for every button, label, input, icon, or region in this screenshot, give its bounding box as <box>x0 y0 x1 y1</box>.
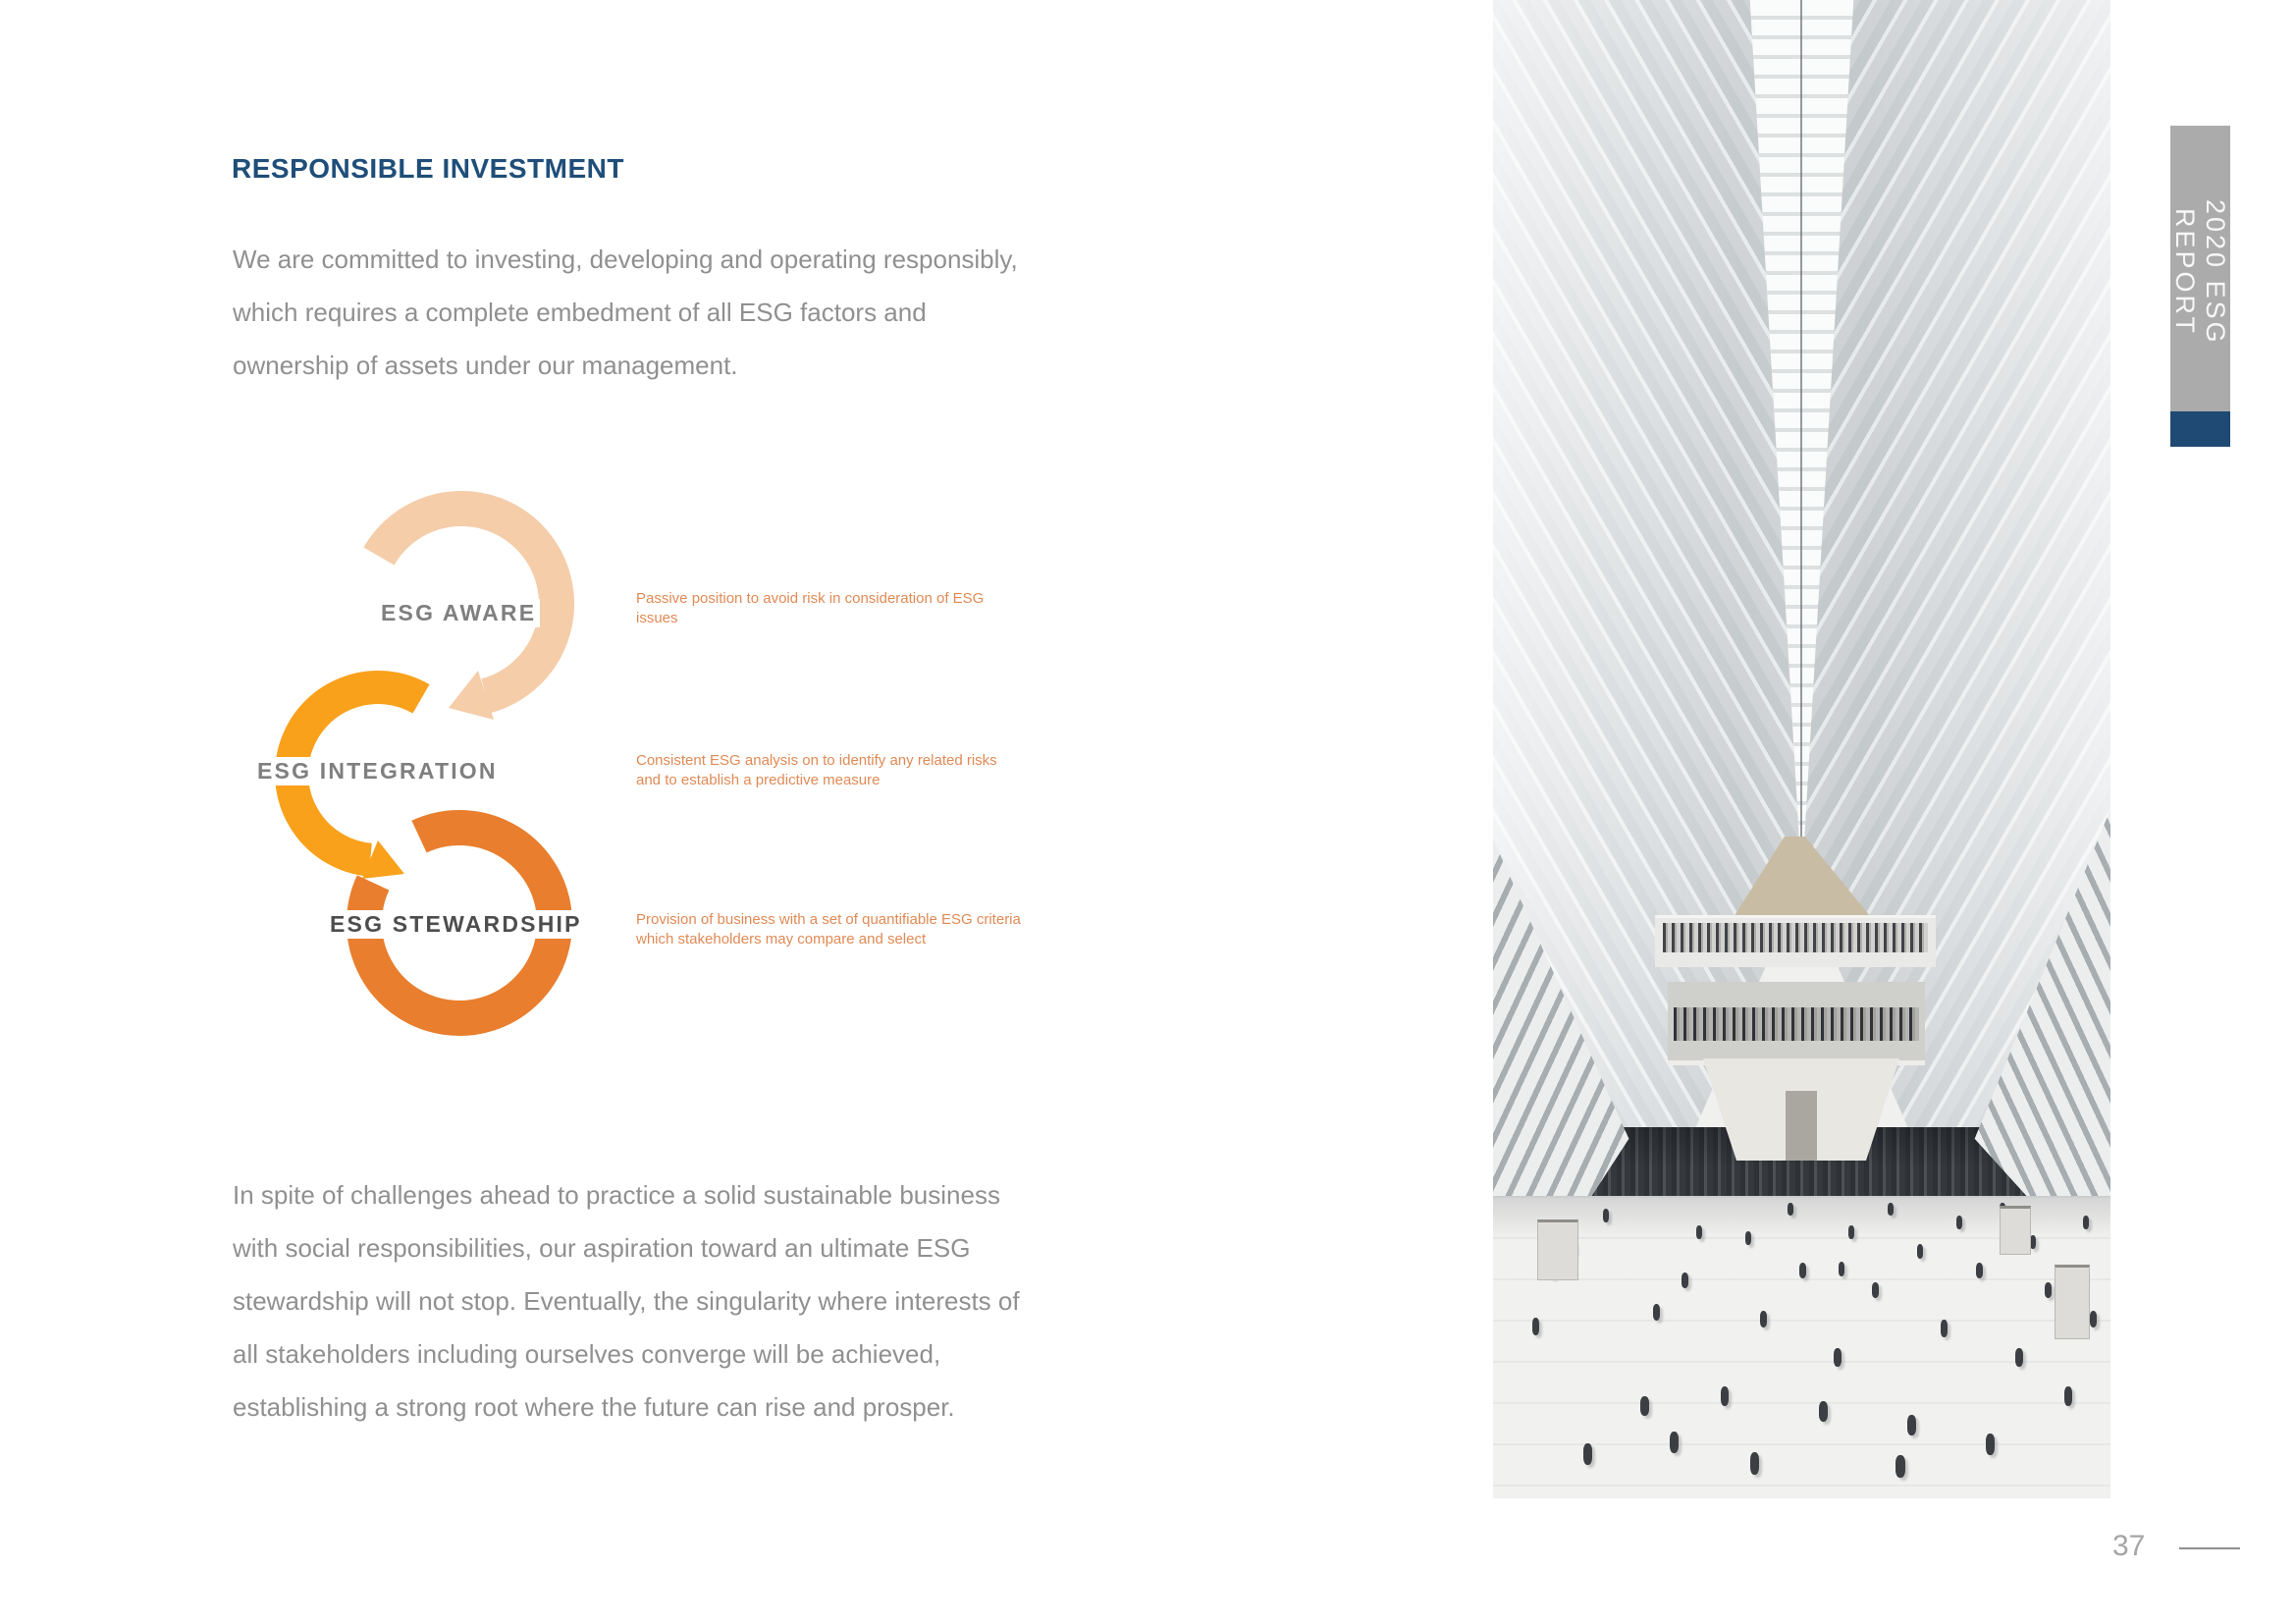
intro-line: which requires a complete embedment of all ESG factors and <box>233 298 927 327</box>
step-description-esg-integration: Consistent ESG analysis on to identify any related risks and to establish a predictive measure <box>636 752 997 788</box>
step-label-esg-integration: ESG INTEGRATION <box>253 757 502 785</box>
closing-line: establishing a strong root where the future can rise and prosper. <box>233 1392 955 1422</box>
step-label-esg-aware: ESG AWARE <box>377 599 540 627</box>
page-title: RESPONSIBLE INVESTMENT <box>232 153 624 184</box>
step-description-esg-aware: Passive position to avoid risk in consideration of ESG issues <box>636 590 985 626</box>
oculus-photo <box>1493 0 2110 1498</box>
closing-line: stewardship will not stop. Eventually, the singularity where interests of <box>233 1286 1020 1316</box>
intro-paragraph <box>233 233 1018 392</box>
closing-line: all stakeholders including ourselves converge will be achieved, <box>233 1339 941 1369</box>
side-tab-accent <box>2170 411 2230 447</box>
side-tab-label: 2020 ESG REPORT <box>2170 198 2230 346</box>
intro-line: We are committed to investing, developing and operating responsibly, <box>233 244 1018 274</box>
step-description-esg-stewardship: Provision of business with a set of quantifiable ESG criteria which stakeholders may compare and select <box>636 911 1021 947</box>
closing-line: In spite of challenges ahead to practice a solid sustainable business <box>233 1180 1000 1210</box>
side-tab <box>2170 126 2230 411</box>
floor-people <box>1493 0 2110 1498</box>
page-number-rule <box>2179 1547 2240 1549</box>
page-number: 37 <box>2112 1530 2146 1562</box>
closing-paragraph <box>233 1168 1020 1434</box>
closing-line: with social responsibilities, our aspiration toward an ultimate ESG <box>233 1233 971 1263</box>
step-label-esg-stewardship: ESG STEWARDSHIP <box>326 910 586 939</box>
intro-line: ownership of assets under our management. <box>233 351 738 380</box>
